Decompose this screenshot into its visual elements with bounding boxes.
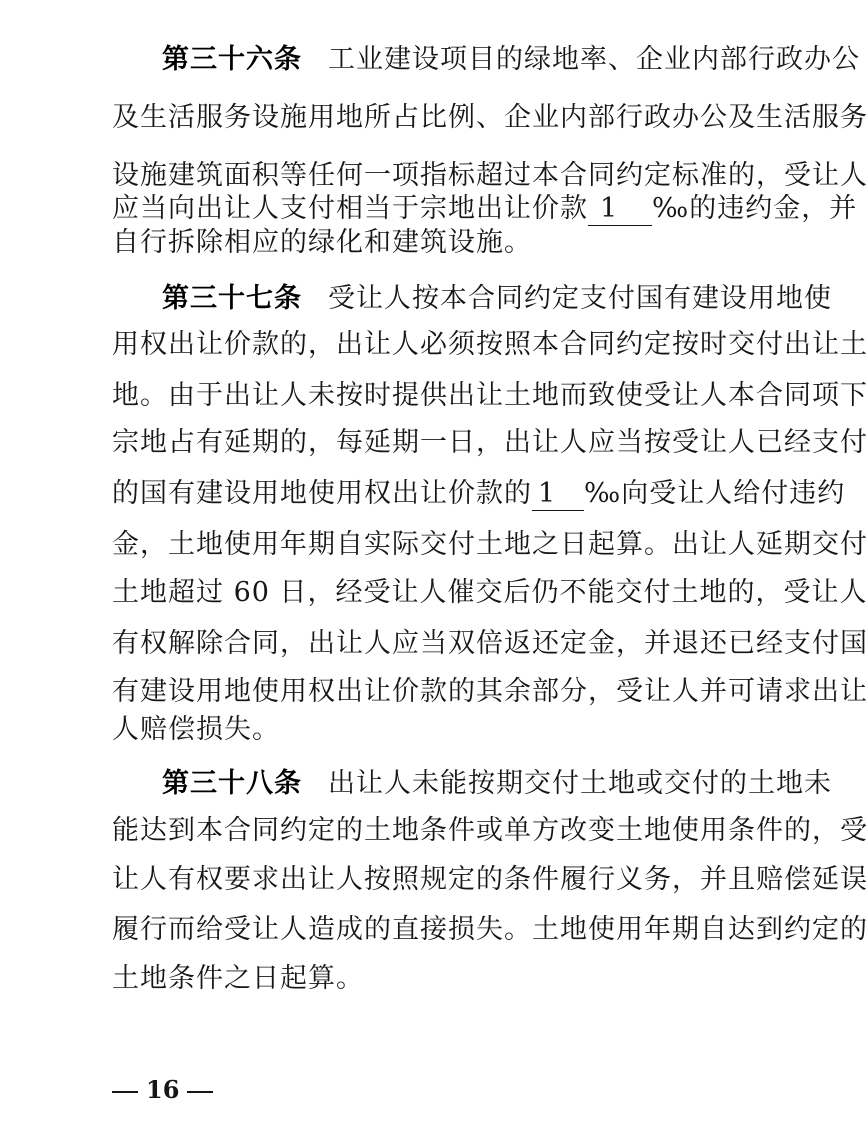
article-38-line-2: 能达到本合同约定的土地条件或单方改变土地使用条件的，受 — [112, 815, 868, 846]
penalty-rate-blank-1: 1 — [588, 193, 652, 226]
article-36-line-3: 设施建筑面积等任何一项指标超过本合同约定标准的，受让人 — [112, 160, 868, 191]
article-38-text-1: 出让人未能按期交付土地或交付的土地未 — [328, 768, 832, 799]
article-36-text-4a: 应当向出让人支付相当于宗地出让价款 — [112, 193, 588, 224]
article-37-line-5 — [112, 470, 846, 518]
article-37-text-1: 受让人按本合同约定支付国有建设用地使 — [328, 283, 832, 314]
article-37-text-5a: 的国有建设用地使用权出让价款的 — [112, 478, 532, 509]
article-38-heading: 第三十八条 — [162, 768, 302, 799]
article-37-line-9: 有建设用地使用权出让价款的其余部分，受让人并可请求出让 — [112, 676, 868, 707]
article-36-line-2: 及生活服务设施用地所占比例、企业内部行政办公及生活服务 — [112, 102, 868, 133]
article-37-line-2: 用权出让价款的，出让人必须按照本合同约定按时交付出让土 — [112, 329, 868, 360]
article-37-line-7: 土地超过 60 日，经受让人催交后仍不能交付土地的，受让人 — [112, 577, 868, 608]
page-number: 16 — [146, 1075, 180, 1104]
article-38-line-5: 土地条件之日起算。 — [112, 963, 364, 994]
article-36-text-1: 工业建设项目的绿地率、企业内部行政办公 — [328, 44, 860, 75]
article-38-line-3: 让人有权要求出让人按照规定的条件履行义务，并且赔偿延误 — [112, 864, 868, 895]
article-36-line-5: 自行拆除相应的绿化和建筑设施。 — [112, 227, 532, 258]
article-36-text-4b: ‰的违约金，并 — [652, 193, 858, 224]
article-37-line-6: 金，土地使用年期自实际交付土地之日起算。出让人延期交付 — [112, 529, 868, 560]
article-37-heading: 第三十七条 — [162, 283, 302, 314]
penalty-rate-blank-2: 1 — [532, 478, 584, 511]
footer-dash-left — [112, 1091, 138, 1093]
article-37-line-8: 有权解除合同，出让人应当双倍返还定金，并退还已经支付国 — [112, 628, 868, 659]
article-38-line-1 — [162, 760, 832, 808]
footer-dash-right — [187, 1091, 213, 1093]
article-37-line-1 — [162, 275, 832, 323]
page-footer — [112, 1072, 213, 1108]
article-36-line-1 — [162, 36, 860, 84]
article-37-line-4: 宗地占有延期的，每延期一日，出让人应当按受让人已经支付 — [112, 427, 868, 458]
article-37-line-3: 地。由于出让人未按时提供出让土地而致使受让人本合同项下 — [112, 380, 868, 411]
article-36-heading: 第三十六条 — [162, 44, 302, 75]
article-37-text-5b: ‰向受让人给付违约 — [584, 478, 846, 509]
article-37-line-10: 人赔偿损失。 — [112, 714, 280, 745]
article-38-line-4: 履行而给受让人造成的直接损失。土地使用年期自达到约定的 — [112, 914, 868, 945]
